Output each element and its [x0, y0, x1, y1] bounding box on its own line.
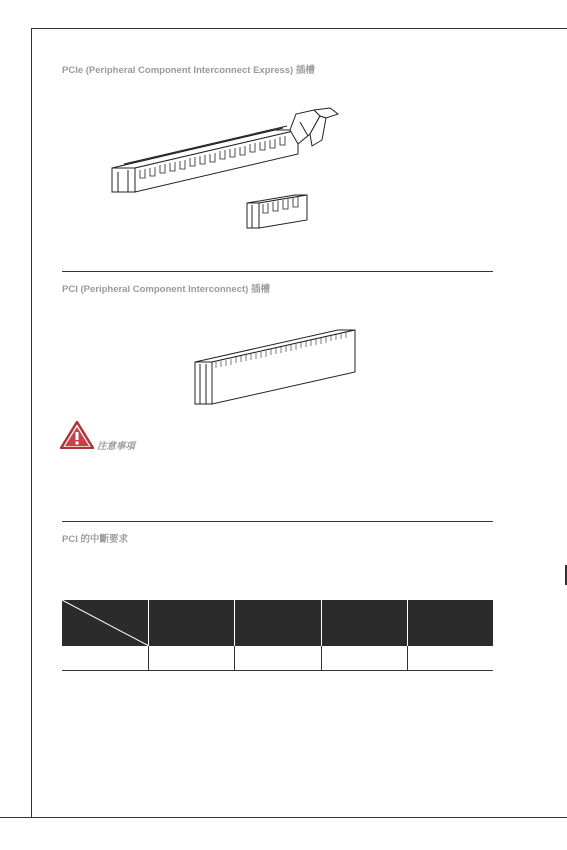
page-frame-left [31, 28, 32, 818]
pcie-section-title: PCIe (Peripheral Component Interconnect Express) 插槽 [62, 65, 315, 76]
section-divider [62, 521, 493, 522]
pcie-latch [290, 108, 338, 146]
irq-table-cell [321, 646, 407, 671]
table-row [62, 646, 493, 671]
irq-table-cell [62, 646, 149, 671]
warning-icon [60, 421, 94, 449]
pcie-slot-illustration [100, 100, 350, 235]
irq-table-cell [407, 646, 493, 671]
pci-slot-illustration [190, 326, 360, 408]
pci-section-title: PCI (Peripheral Component Interconnect) 插槽 [62, 284, 270, 295]
irq-table-header-cell [235, 600, 321, 646]
irq-table-header-cell [407, 600, 493, 646]
page-frame-top [31, 28, 567, 29]
irq-table-cell [235, 646, 321, 671]
note-label: 注意事項 [97, 441, 136, 452]
irq-table-header-cell [321, 600, 407, 646]
page-frame-bottom [0, 817, 567, 818]
irq-section-title: PCI 的中斷要求 [62, 534, 128, 545]
section-divider [62, 271, 493, 272]
irq-table-header-cell [149, 600, 235, 646]
irq-table-diagonal [62, 600, 149, 646]
irq-table-cell [149, 646, 235, 671]
pci-slot [195, 330, 355, 404]
